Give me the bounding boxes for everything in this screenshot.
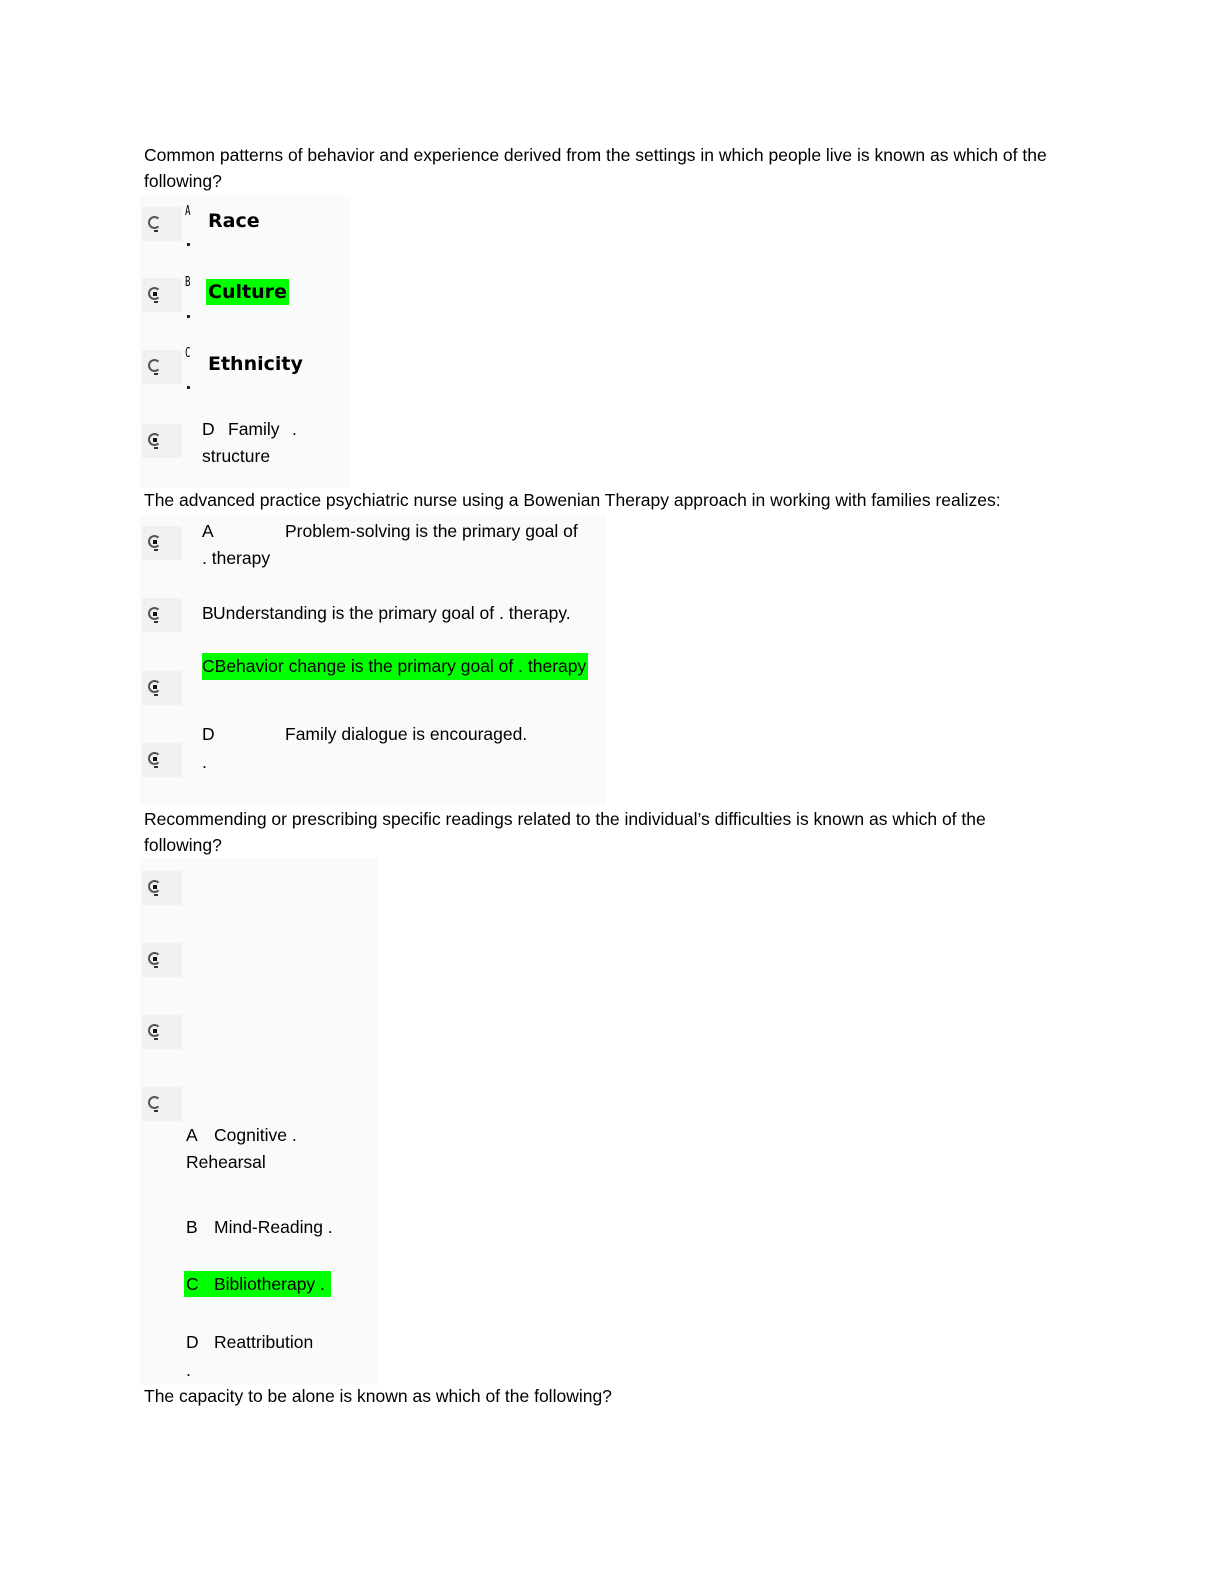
q1-option-d-dot: . — [292, 419, 297, 439]
q3-option-d-label-line1: Reattribution — [214, 1332, 314, 1352]
radio-selected-icon — [148, 287, 161, 300]
radio-unselected-icon — [148, 1096, 161, 1109]
q3-option-c-radio[interactable] — [142, 1015, 182, 1049]
q3-option-d-label-line2: . — [186, 1360, 191, 1380]
q2-option-c-label-highlight — [202, 653, 588, 680]
q1-option-d-radio[interactable] — [142, 424, 182, 458]
radio-selected-icon — [148, 752, 161, 765]
radio-selected-icon — [148, 607, 161, 620]
q1-option-d-letter: D — [202, 419, 215, 439]
q3-option-a-letter: A — [186, 1125, 198, 1145]
radio-selected-icon — [148, 535, 161, 548]
q2-option-a-label-line1: Problem-solving is the primary goal of — [285, 521, 578, 541]
radio-selected-icon — [148, 880, 161, 893]
q2-option-c-label: Behavior change is the primary goal of . therapy — [214, 656, 587, 676]
q2-option-a-letter: A — [202, 521, 214, 541]
radio-selected-icon — [148, 1024, 161, 1037]
q3-option-a-label-line1: Cognitive . — [214, 1125, 297, 1145]
q2-option-c-radio[interactable] — [142, 671, 182, 705]
q3-option-c-label: Bibliotherapy . — [214, 1274, 325, 1294]
q1-option-b-label: Culture — [208, 281, 287, 303]
q2-option-c-letter: C — [202, 656, 215, 676]
radio-unselected-icon — [148, 216, 161, 229]
q2-option-a-label-line2: . therapy — [202, 548, 271, 568]
q2-option-d-letter: D — [202, 724, 215, 744]
q1-option-b-dot — [187, 315, 190, 318]
q2-option-b-letter: B — [202, 603, 214, 623]
radio-unselected-icon — [148, 359, 161, 372]
q3-option-b-radio[interactable] — [142, 943, 182, 977]
q3-option-a-label-line2: Rehearsal — [186, 1152, 266, 1172]
q1-option-a-radio[interactable] — [142, 207, 182, 241]
radio-selected-icon — [148, 952, 161, 965]
q1-option-c-radio[interactable] — [142, 350, 182, 384]
q1-option-a-dot — [187, 243, 190, 246]
q3-option-b-label: Mind-Reading . — [214, 1217, 333, 1237]
question-3-text: Recommending or prescribing specific readings related to the individual’s difficulties is known as which of the following? — [144, 809, 986, 855]
question-4-text: The capacity to be alone is known as which of the following? — [144, 1386, 612, 1406]
q3-option-d-letter: D — [186, 1332, 199, 1352]
q2-option-d-label-line1: Family dialogue is encouraged. — [285, 724, 528, 744]
q1-option-b-letter: B — [185, 275, 191, 290]
q1-option-d-label-line2: structure — [202, 446, 271, 466]
q3-option-a-radio[interactable] — [142, 871, 182, 905]
question-2-text: The advanced practice psychiatric nurse using a Bowenian Therapy approach in working with families realizes: — [144, 490, 1001, 510]
q2-option-b-label: Understanding is the primary goal of . therapy. — [213, 603, 571, 623]
radio-selected-icon — [148, 680, 161, 693]
q2-option-b-radio[interactable] — [142, 598, 182, 632]
q1-option-c-dot — [187, 386, 190, 389]
q1-option-c-letter: C — [185, 346, 191, 361]
q3-option-c-letter: C — [186, 1274, 199, 1294]
q1-option-b-radio[interactable] — [142, 278, 182, 312]
q2-option-d-radio[interactable] — [142, 743, 182, 777]
radio-selected-icon — [148, 433, 161, 446]
q2-option-a-radio[interactable] — [142, 526, 182, 560]
q2-option-d-label-line2: . — [202, 752, 207, 772]
q1-option-a-letter: A — [185, 204, 191, 219]
q1-option-a-label: Race — [208, 210, 260, 232]
q1-option-d-label-line1: Family — [228, 419, 280, 439]
q3-option-d-radio[interactable] — [142, 1087, 182, 1121]
q1-option-c-label: Ethnicity — [208, 353, 303, 375]
question-1-text: Common patterns of behavior and experience derived from the settings in which people live is known as which of the following? — [144, 145, 1047, 191]
q3-option-b-letter: B — [186, 1217, 198, 1237]
